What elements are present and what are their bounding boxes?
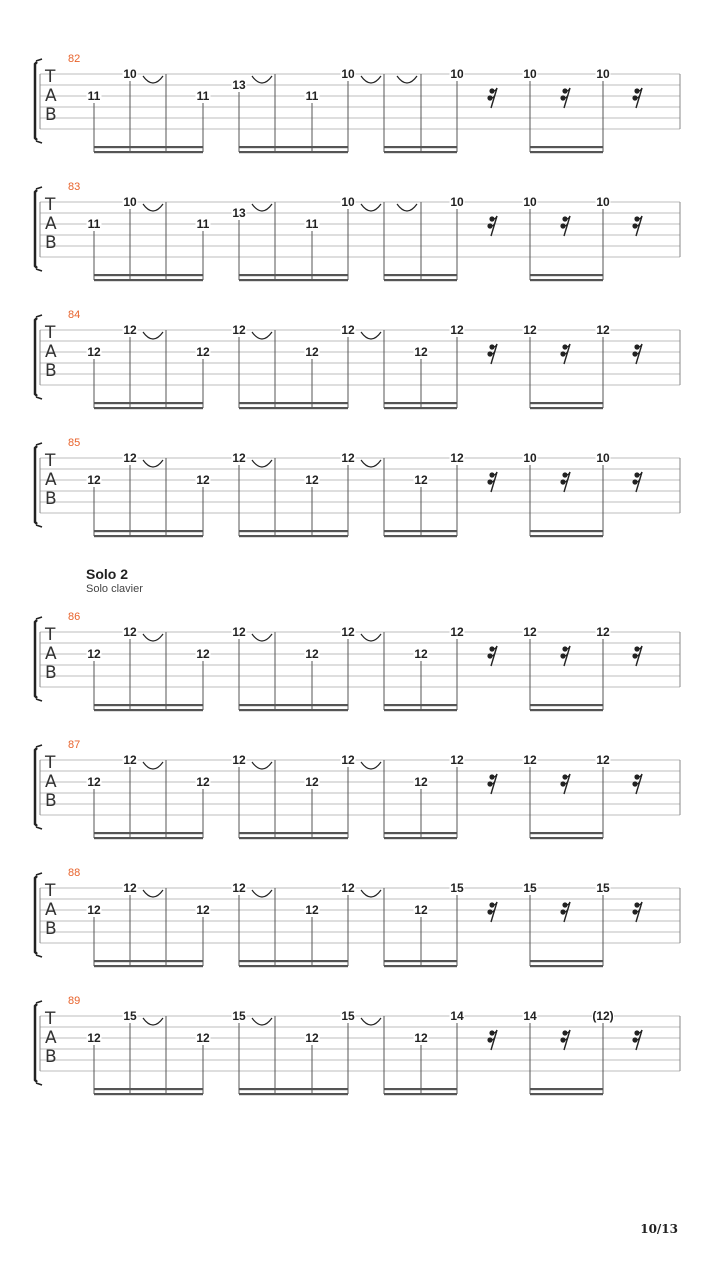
tab-letter-t: T: [45, 625, 56, 645]
beam: [530, 709, 603, 711]
sixteenth-rest: [487, 1030, 497, 1050]
fret-number: 12: [414, 647, 428, 661]
tab-letter-t: T: [45, 451, 56, 471]
fret-number: 12: [232, 625, 246, 639]
fret-number: 12: [196, 903, 210, 917]
tab-letter-t: T: [45, 753, 56, 773]
tie-arc: [361, 460, 381, 467]
fret-number: 12: [450, 753, 464, 767]
beam: [239, 279, 348, 281]
fret-number: 12: [87, 345, 101, 359]
fret-number: 14: [450, 1009, 464, 1023]
section-title: Solo 2: [86, 566, 129, 582]
fret-number: 15: [232, 1009, 246, 1023]
bracket-bottom-hook: [36, 141, 42, 143]
tie-arc: [143, 634, 163, 641]
fret-number: 12: [87, 1031, 101, 1045]
beam: [530, 704, 603, 706]
beam: [239, 407, 348, 409]
tab-system-85: [35, 437, 680, 537]
beam: [530, 535, 603, 537]
fret-number: 11: [87, 89, 101, 103]
fret-number: 13: [232, 206, 246, 220]
tie-arc: [361, 890, 381, 897]
tie-arc: [397, 76, 417, 83]
tab-letter-a: A: [45, 1028, 57, 1048]
fret-number: 11: [196, 217, 210, 231]
beam: [94, 709, 203, 711]
bracket-bottom-hook: [36, 699, 42, 701]
fret-number: 12: [232, 451, 246, 465]
tie-arc: [361, 76, 381, 83]
tab-letter-t: T: [45, 881, 56, 901]
bracket-bottom-hook: [36, 525, 42, 527]
tab-system-88: [35, 867, 680, 967]
beam: [530, 402, 603, 404]
fret-number: 10: [523, 67, 537, 81]
fret-number: 12: [87, 473, 101, 487]
fret-number: 11: [196, 89, 210, 103]
beam: [384, 530, 457, 532]
fret-number: 12: [196, 775, 210, 789]
tie-arc: [252, 332, 272, 339]
bracket-top-hook: [36, 59, 42, 61]
tab-system-89: [35, 995, 680, 1095]
sixteenth-rest: [632, 646, 642, 666]
beam: [530, 151, 603, 153]
tie-arc: [361, 332, 381, 339]
beam: [239, 709, 348, 711]
tie-arc: [252, 762, 272, 769]
beam: [94, 535, 203, 537]
sixteenth-rest: [632, 344, 642, 364]
beam: [384, 274, 457, 276]
tie-arc: [252, 1018, 272, 1025]
beam: [530, 837, 603, 839]
bracket-top-hook: [36, 873, 42, 875]
beam: [94, 837, 203, 839]
fret-number: 10: [123, 67, 137, 81]
bracket-bottom-hook: [36, 827, 42, 829]
tab-letter-b: B: [45, 791, 57, 811]
beam: [384, 279, 457, 281]
tab-letter-a: A: [45, 644, 57, 664]
section-subtitle: Solo clavier: [86, 583, 143, 595]
beam: [239, 1088, 348, 1090]
beam: [239, 960, 348, 962]
tab-letter-b: B: [45, 105, 57, 125]
fret-number: 12: [87, 647, 101, 661]
beam: [530, 530, 603, 532]
sixteenth-rest: [487, 472, 497, 492]
fret-number: 12: [123, 881, 137, 895]
fret-number: (12): [592, 1009, 614, 1023]
tab-system-87: [35, 739, 680, 839]
measure-number: 89: [68, 995, 81, 1007]
beam: [94, 1088, 203, 1090]
tie-arc: [252, 204, 272, 211]
fret-number: 12: [596, 625, 610, 639]
fret-number: 10: [341, 195, 355, 209]
fret-number: 15: [341, 1009, 355, 1023]
fret-number: 12: [196, 647, 210, 661]
fret-number: 12: [232, 323, 246, 337]
measure-number: 83: [68, 181, 81, 193]
fret-number: 14: [523, 1009, 537, 1023]
sixteenth-rest: [632, 774, 642, 794]
fret-number: 13: [232, 78, 246, 92]
tab-letter-b: B: [45, 489, 57, 509]
tie-arc: [143, 890, 163, 897]
system-bracket: [35, 62, 37, 140]
beam: [94, 146, 203, 148]
beam: [94, 407, 203, 409]
tie-arc: [361, 634, 381, 641]
fret-number: 12: [305, 647, 319, 661]
beam: [384, 704, 457, 706]
fret-number: 12: [123, 753, 137, 767]
beam: [94, 274, 203, 276]
beam: [530, 832, 603, 834]
fret-number: 12: [341, 625, 355, 639]
tab-letter-t: T: [45, 323, 56, 343]
tab-letter-t: T: [45, 67, 56, 87]
tab-letter-a: A: [45, 342, 57, 362]
bracket-bottom-hook: [36, 397, 42, 399]
beam: [530, 960, 603, 962]
sixteenth-rest: [560, 344, 570, 364]
tie-arc: [143, 204, 163, 211]
measure-number: 86: [68, 611, 81, 623]
bracket-top-hook: [36, 1001, 42, 1003]
sixteenth-rest: [632, 216, 642, 236]
beam: [239, 965, 348, 967]
fret-number: 10: [123, 195, 137, 209]
fret-number: 12: [450, 323, 464, 337]
bracket-top-hook: [36, 443, 42, 445]
beam: [530, 279, 603, 281]
beam: [384, 832, 457, 834]
tab-letter-t: T: [45, 195, 56, 215]
tie-arc: [143, 332, 163, 339]
sixteenth-rest: [487, 88, 497, 108]
tab-system-86: [35, 611, 680, 711]
fret-number: 10: [596, 195, 610, 209]
fret-number: 11: [305, 89, 319, 103]
fret-number: 12: [414, 775, 428, 789]
system-bracket: [35, 620, 37, 698]
beam: [94, 402, 203, 404]
fret-number: 12: [596, 753, 610, 767]
sixteenth-rest: [560, 472, 570, 492]
fret-number: 10: [341, 67, 355, 81]
beam: [239, 146, 348, 148]
beam: [530, 274, 603, 276]
system-bracket: [35, 446, 37, 524]
measure-number: 85: [68, 437, 81, 449]
sixteenth-rest: [632, 472, 642, 492]
fret-number: 10: [523, 451, 537, 465]
fret-number: 10: [596, 451, 610, 465]
fret-number: 12: [414, 473, 428, 487]
tie-arc: [143, 762, 163, 769]
fret-number: 12: [341, 881, 355, 895]
sixteenth-rest: [560, 1030, 570, 1050]
bracket-bottom-hook: [36, 1083, 42, 1085]
beam: [384, 709, 457, 711]
beam: [530, 407, 603, 409]
fret-number: 12: [341, 753, 355, 767]
sixteenth-rest: [560, 646, 570, 666]
fret-number: 12: [414, 1031, 428, 1045]
fret-number: 12: [305, 1031, 319, 1045]
beam: [239, 535, 348, 537]
tie-arc: [252, 634, 272, 641]
system-bracket: [35, 748, 37, 826]
tab-letter-a: A: [45, 772, 57, 792]
fret-number: 12: [341, 323, 355, 337]
beam: [239, 530, 348, 532]
fret-number: 12: [596, 323, 610, 337]
tab-system-84: [35, 309, 680, 409]
fret-number: 12: [87, 775, 101, 789]
fret-number: 10: [450, 67, 464, 81]
tie-arc: [361, 204, 381, 211]
measure-number: 82: [68, 53, 81, 65]
beam: [384, 402, 457, 404]
fret-number: 15: [523, 881, 537, 895]
sixteenth-rest: [487, 646, 497, 666]
fret-number: 10: [596, 67, 610, 81]
fret-number: 12: [305, 775, 319, 789]
tab-letter-b: B: [45, 663, 57, 683]
beam: [94, 279, 203, 281]
beam: [94, 965, 203, 967]
fret-number: 15: [123, 1009, 137, 1023]
bracket-top-hook: [36, 187, 42, 189]
beam: [384, 151, 457, 153]
sixteenth-rest: [487, 344, 497, 364]
beam: [94, 530, 203, 532]
fret-number: 12: [87, 903, 101, 917]
system-bracket: [35, 318, 37, 396]
beam: [239, 402, 348, 404]
fret-number: 12: [196, 473, 210, 487]
fret-number: 15: [596, 881, 610, 895]
tie-arc: [252, 76, 272, 83]
bracket-top-hook: [36, 745, 42, 747]
fret-number: 12: [523, 323, 537, 337]
fret-number: 15: [450, 881, 464, 895]
fret-number: 12: [123, 625, 137, 639]
tab-letter-b: B: [45, 919, 57, 939]
bracket-top-hook: [36, 617, 42, 619]
beam: [384, 965, 457, 967]
fret-number: 12: [523, 625, 537, 639]
bracket-bottom-hook: [36, 955, 42, 957]
beam: [384, 1088, 457, 1090]
fret-number: 12: [123, 451, 137, 465]
beam: [384, 837, 457, 839]
sixteenth-rest: [560, 902, 570, 922]
beam: [530, 146, 603, 148]
beam: [384, 407, 457, 409]
beam: [384, 1093, 457, 1095]
fret-number: 12: [414, 903, 428, 917]
fret-number: 12: [341, 451, 355, 465]
sixteenth-rest: [487, 774, 497, 794]
beam: [94, 832, 203, 834]
system-bracket: [35, 1004, 37, 1082]
tie-arc: [397, 204, 417, 211]
fret-number: 12: [523, 753, 537, 767]
beam: [239, 704, 348, 706]
sixteenth-rest: [632, 902, 642, 922]
measure-number: 84: [68, 309, 81, 321]
fret-number: 12: [196, 1031, 210, 1045]
bracket-top-hook: [36, 315, 42, 317]
beam: [384, 146, 457, 148]
fret-number: 12: [232, 881, 246, 895]
tab-letter-b: B: [45, 233, 57, 253]
fret-number: 12: [305, 473, 319, 487]
tie-arc: [252, 460, 272, 467]
beam: [94, 1093, 203, 1095]
fret-number: 12: [232, 753, 246, 767]
beam: [239, 151, 348, 153]
sixteenth-rest: [560, 774, 570, 794]
tie-arc: [361, 1018, 381, 1025]
tab-system-82: [35, 53, 680, 153]
system-bracket: [35, 876, 37, 954]
fret-number: 11: [305, 217, 319, 231]
measure-number: 88: [68, 867, 81, 879]
measure-number: 87: [68, 739, 81, 751]
sixteenth-rest: [560, 216, 570, 236]
beam: [239, 1093, 348, 1095]
tie-arc: [143, 460, 163, 467]
tab-letter-a: A: [45, 900, 57, 920]
sixteenth-rest: [487, 902, 497, 922]
fret-number: 12: [305, 345, 319, 359]
tab-letter-t: T: [45, 1009, 56, 1029]
sixteenth-rest: [487, 216, 497, 236]
tab-letter-a: A: [45, 470, 57, 490]
tie-arc: [143, 76, 163, 83]
tie-arc: [143, 1018, 163, 1025]
bracket-bottom-hook: [36, 269, 42, 271]
tie-arc: [252, 890, 272, 897]
beam: [530, 1093, 603, 1095]
system-bracket: [35, 190, 37, 268]
tab-letter-a: A: [45, 86, 57, 106]
beam: [94, 704, 203, 706]
sixteenth-rest: [632, 1030, 642, 1050]
fret-number: 12: [414, 345, 428, 359]
fret-number: 11: [87, 217, 101, 231]
fret-number: 12: [196, 345, 210, 359]
beam: [239, 837, 348, 839]
sixteenth-rest: [560, 88, 570, 108]
fret-number: 10: [523, 195, 537, 209]
tab-system-83: [35, 181, 680, 281]
fret-number: 10: [450, 195, 464, 209]
beam: [94, 151, 203, 153]
tab-letter-a: A: [45, 214, 57, 234]
beam: [384, 535, 457, 537]
fret-number: 12: [450, 451, 464, 465]
page-number: 10/13: [640, 1222, 678, 1236]
beam: [384, 960, 457, 962]
fret-number: 12: [305, 903, 319, 917]
beam: [530, 965, 603, 967]
tab-letter-b: B: [45, 1047, 57, 1067]
tab-letter-b: B: [45, 361, 57, 381]
sixteenth-rest: [632, 88, 642, 108]
beam: [94, 960, 203, 962]
beam: [239, 832, 348, 834]
fret-number: 12: [123, 323, 137, 337]
beam: [530, 1088, 603, 1090]
fret-number: 12: [450, 625, 464, 639]
beam: [239, 274, 348, 276]
tie-arc: [361, 762, 381, 769]
